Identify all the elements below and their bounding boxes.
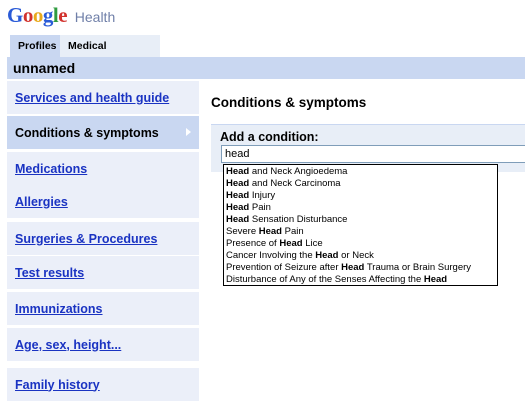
suggestion-item[interactable]: Severe Head Pain xyxy=(226,226,304,237)
sidebar-item-label: Immunizations xyxy=(15,301,103,316)
suggestion-item[interactable]: Head Sensation Disturbance xyxy=(226,214,348,225)
suggestion-item[interactable]: Cancer Involving the Head or Neck xyxy=(226,250,374,261)
google-health-logo[interactable] xyxy=(7,3,115,27)
sidebar-item-label: Conditions & symptoms xyxy=(15,125,159,140)
sidebar-item-age-sex-height[interactable] xyxy=(7,328,199,361)
sidebar-item-label: Services and health guide xyxy=(15,90,170,105)
logo-letter: o xyxy=(22,3,33,27)
sidebar-item-test-results[interactable] xyxy=(7,256,199,289)
sidebar-item-label: Family history xyxy=(15,377,100,392)
sidebar-nav xyxy=(7,81,199,401)
sidebar-item-label: Age, sex, height... xyxy=(15,337,122,352)
logo-letter: g xyxy=(42,3,53,27)
sidebar-item-family-history[interactable] xyxy=(7,368,199,401)
sidebar-item-immunizations[interactable] xyxy=(7,292,199,325)
profile-name-bar xyxy=(7,57,525,79)
suggestion-item[interactable]: Head Injury xyxy=(226,190,276,201)
logo-letter: l xyxy=(52,3,59,27)
suggestion-item[interactable]: Head and Neck Angioedema xyxy=(226,166,348,177)
logo-letter: e xyxy=(58,3,68,27)
sidebar-item-surgeries[interactable] xyxy=(7,222,199,255)
profile-name: unnamed xyxy=(13,60,76,76)
sidebar-item-label: Surgeries & Procedures xyxy=(15,231,158,246)
tab-profiles[interactable]: Profiles xyxy=(10,35,60,57)
selected-arrow-icon xyxy=(186,128,191,136)
sidebar-item-label: Allergies xyxy=(15,194,68,209)
sidebar-item-allergies[interactable] xyxy=(7,185,199,218)
suggestion-item[interactable]: Head Pain xyxy=(226,202,271,213)
tab-medical-contacts[interactable]: Medical xyxy=(60,35,160,57)
sidebar-item-conditions[interactable] xyxy=(7,116,199,149)
add-condition-label: Add a condition: xyxy=(220,130,319,144)
sidebar-item-label: Test results xyxy=(15,265,85,280)
suggestion-item[interactable]: Head and Neck Carcinoma xyxy=(226,178,341,189)
sidebar-item-services[interactable] xyxy=(7,81,199,114)
sidebar-item-label: Medications xyxy=(15,161,88,176)
suggestion-item[interactable]: Prevention of Seizure after Head Trauma or Brain Surgery xyxy=(226,262,472,273)
logo-letter: G xyxy=(7,3,23,27)
sidebar-item-medications[interactable] xyxy=(7,152,199,185)
autocomplete-dropdown xyxy=(223,164,498,286)
google-wordmark xyxy=(7,3,72,27)
product-name: Health xyxy=(74,9,116,25)
suggestion-item[interactable]: Disturbance of Any of the Senses Affecting the Head xyxy=(226,274,448,285)
suggestion-item[interactable]: Presence of Head Lice xyxy=(226,238,323,249)
logo-letter: o xyxy=(32,3,43,27)
condition-search-input[interactable] xyxy=(221,145,525,163)
page-title: Conditions & symptoms xyxy=(211,95,367,110)
